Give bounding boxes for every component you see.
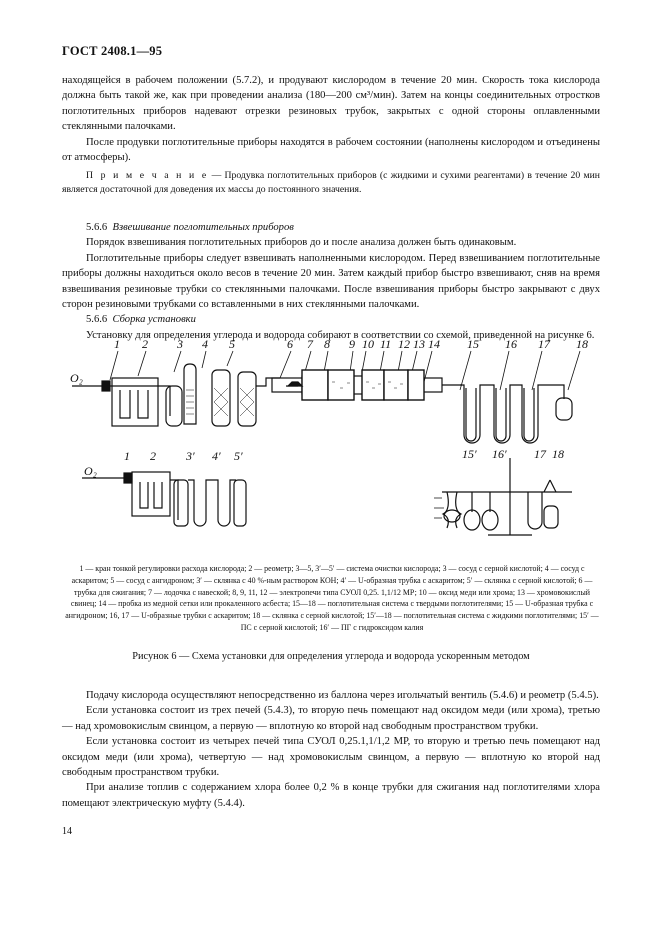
paragraph: Установку для определения углерода и водорода собирают в соответствии со схемой, приведенной на рисунке 6. [86, 329, 595, 341]
label-14: 14 [428, 337, 440, 351]
label-8: 8 [324, 337, 330, 351]
label-13: 13 [413, 337, 425, 351]
label-7: 7 [307, 337, 313, 351]
o2-label-top: O₂ [70, 371, 83, 385]
paragraph: Поглотительные приборы следует взвешивать наполненными кислородом. Перед взвешиванием поглотительные приборы должны находиться около весов в течение 20 мин. Затем каждый прибор быстро взвешивают, сняв на время взвешивания резиновые трубки со стеклянными палочками. После взвешивания приборы быстро закрывают с двух сторон резиновыми трубками со вставленными в них стеклянными палочками. [62, 252, 600, 311]
section-566 [62, 220, 600, 343]
label-18: 18 [576, 337, 588, 351]
top-text-block [62, 73, 600, 197]
label-b15p: 15′ [462, 447, 477, 461]
label-15: 15 [467, 337, 479, 351]
label-12: 12 [398, 337, 410, 351]
section-heading: 5.6.6 Взвешивание поглотительных приборов [86, 222, 294, 233]
label-b4p: 4′ [212, 449, 221, 463]
label-b5p: 5′ [234, 449, 243, 463]
figure-legend: 1 — кран тонкой регулировки расхода кислорода; 2 — реометр; 3—5, 3′—5′ — система очистки кислорода; 3 — сосуд с серной кислотой; 4 — сосуд с аскаритом; 5 — сосуд с ангидроном; 3′ — склянка с 40 %-ным раствором КОН; 4′ — U-образная трубка с аскаритом; 5′ — склянка с серной кислотой; 6 — трубка для сжигания; 7 — лодочка с навеской; 8, 9, 11, 12 — электропечи типа СУОЛ 0,25. 1,1/12 МР; 10 — оксид меди или хрома; 13 — хромовокислый свинец; 14 — пробка из медной сетки или прокаленного асбеста; 15—18 — поглотительная система с твердыми поглотителями; 15 — U-образная трубка с ангидроном; 16, 17 — U-образные трубки с аскаритом; 18 — склянка с серной кислотой; 15′—18 — поглотительная система с жидкими поглотителями; 15′ — ПС с серной кислотой; 16′ — ПГ с гидроксидом калия [65, 564, 599, 632]
paragraph: При анализе топлив с содержанием хлора более 0,2 % в конце трубки для сжигания над поглотителями хлора помещают электрическую муфту (5.4.4). [62, 782, 600, 809]
paragraph: Если установка состоит из трех печей (5.4.3), то вторую печь помещают над оксидом меди (или хрома), третью — над хромовокислым свинцом, а первую — вплотную ко второй над свободным пространством трубки. [62, 705, 600, 732]
label-b1: 1 [124, 449, 130, 463]
label-b17: 17 [534, 447, 546, 461]
label-b16p: 16′ [492, 447, 507, 461]
label-16: 16 [505, 337, 517, 351]
label-b18: 18 [552, 447, 564, 461]
paragraph: Порядок взвешивания поглотительных приборов до и после анализа должен быть одинаковым. [86, 237, 517, 249]
paragraph: После продувки поглотительные приборы находятся в рабочем состоянии (наполнены кислородом и отъединены от атмосферы). [62, 136, 600, 164]
note-text: — Продувка поглотительных приборов (с жидкими и сухими реагентами) в течение 20 мин является достаточной для доведения их массы до постоянного значения. [62, 170, 600, 196]
label-b2: 2 [150, 449, 156, 463]
label-17: 17 [538, 337, 550, 351]
label-3: 3 [177, 337, 183, 351]
page-number: 14 [62, 826, 72, 837]
label-b3p: 3′ [186, 449, 195, 463]
label-5: 5 [229, 337, 235, 351]
label-6: 6 [287, 337, 293, 351]
label-9: 9 [349, 337, 355, 351]
paragraph: находящейся в рабочем положении (5.7.2), и продувают кислородом в течение 20 мин. Скорость тока кислорода должна быть такой же, как при проведении анализа (180—200 см³/мин). Затем на концы соединительных отростков поглотительных приборов надевают отрезки резиновых трубок, закрытых с одной стороны оплавленными стеклянными палочками. [62, 75, 600, 133]
bottom-text-block [62, 688, 600, 811]
label-2: 2 [142, 337, 148, 351]
label-4: 4 [202, 337, 208, 351]
label-11: 11 [380, 337, 392, 351]
note [62, 169, 600, 197]
figure-caption: Рисунок 6 — Схема установки для определения углерода и водорода ускоренным методом [132, 651, 530, 662]
o2-label-bottom: O₂ [84, 464, 97, 478]
document-header: ГОСТ 2408.1—95 [62, 44, 163, 58]
label-10: 10 [362, 337, 374, 351]
label-1: 1 [114, 337, 120, 351]
paragraph: Подачу кислорода осуществляют непосредственно из баллона через игольчатый вентиль (5.4.6) и реометр (5.4.5). [86, 690, 599, 701]
paragraph: Если установка состоит из четырех печей типа СУОЛ 0,25.1,1/1,2 МР, то вторую и третью печь помещают над оксидом меди (или хрома), четвертую — над хромовокислым свинцом, а первую — вплотную ко второй над свободным пространством трубки. [62, 736, 600, 779]
section-heading: 5.6.6 Сборка установки [86, 314, 196, 326]
apparatus-diagram [62, 330, 602, 560]
note-label: П р и м е ч а н и е [86, 170, 209, 182]
